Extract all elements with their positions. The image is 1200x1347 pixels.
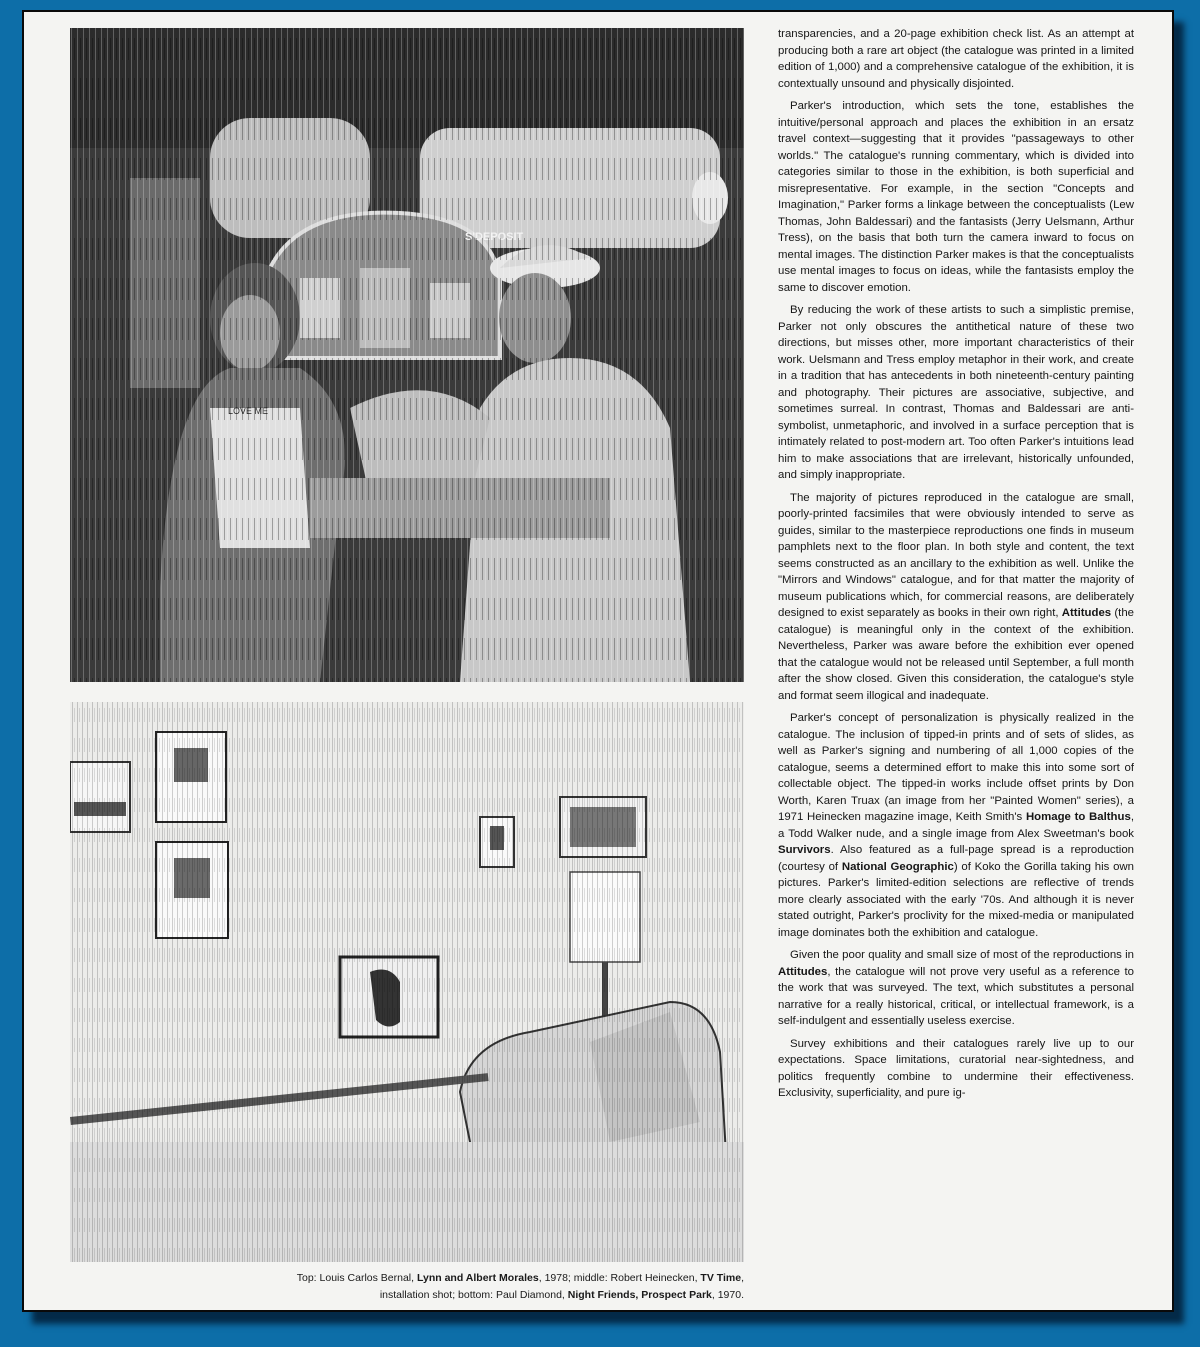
article-book-title: Attitudes (778, 965, 828, 978)
photo-top-illustration (70, 28, 744, 682)
article-paragraph: Parker's introduction, which sets the tone, establishes the intuitive/personal approach and places the exhibition in an ersatz travel context—suggesting that it provides "passageways to other worlds." The catalogue's running commentary, which is divided into categories similar to those in the exhibition, is both superficial and misrepresentative. For example, in the section "Concepts and Imagination," Parker forms a linkage between the conceptualists (Lew Thomas, John Baldessari) and the fantasists (Jerry Uelsmann, Arthur Tress), on the basis that both turn the camera inward to focus on mental images. The distinction Parker makes is that the conceptualists use mental images to focus on ideas, while the fantasists employ the same to discover emotion. (778, 100, 1134, 294)
article-paragraph: By reducing the work of these artists to such a simplistic premise, Parker not only obscures the antithetical nature of these two directions, but misses other, more important characteristics of their work. Uelsmann and Tress employ metaphor in their work, and create in a tradition that has antecedents in both nineteenth-century painting and photography. Their pictures are associative, subjective, and sometimes surreal. In contrast, Thomas and Baldessari are anti-symbolist, unmetaphoric, and involved in a surface perception that is intimately related to post-modern art. Too often Parker's intuitions lead him to make associations that are irrelevant, historically unfounded, and simply inappropriate. (778, 304, 1134, 481)
caption-text: installation shot; bottom: Paul Diamond, (379, 1289, 568, 1301)
caption-line-1 (64, 1270, 744, 1287)
article-text: The majority of pictures reproduced in the catalogue are small, poorly-printed facsimiles that were obviously intended to serve as guides, similar to the masterpiece reproductions one finds in museum pamphlets next to the floor plan. In both style and content, the text seems constructed as an ancillary to the exhibition as well. Unlike the "Mirrors and Windows" catalogue, and for that matter the majority of museum publications which, for commercial reasons, are deliberately designed to exist separately as books in their own right, (778, 491, 1134, 619)
article-paragraph: transparencies, and a 20-page exhibition check list. As an attempt at producing both a rare art object (the catalogue was printed in a limited edition of 1,000) and a comprehensive catalogue of the exhibition, it is contextually unsound and physically disjointed. (778, 28, 1134, 90)
page-scan (22, 10, 1174, 1312)
article-text: Given the poor quality and small size of most of the reproductions in (790, 949, 1134, 961)
article-paragraph (778, 947, 1134, 1030)
photo-lynn-and-albert-morales (70, 28, 744, 682)
caption-artwork-title: TV Time (700, 1272, 742, 1284)
article-book-title: Survivors (778, 844, 831, 856)
article-artwork-title: Homage to Balthus (1025, 811, 1131, 823)
article-text: . Also featured as a full-page spread is a reproduction (courtesy of (778, 844, 1134, 873)
caption-artwork-title: Night Friends, Prospect Park (567, 1289, 712, 1301)
article-paragraph: Survey exhibitions and their catalogues rarely live up to our expectations. Space limitations, curatorial near-sightedness, and politics frequently combine to undermine their effectiveness. Exclusivity, superficiality, and pure ig- (778, 1037, 1134, 1099)
article-text: Parker's concept of personalization is physically realized in the catalogue. The inclusion of tipped-in prints and of sets of slides, as well as Parker's signing and numbering of all 1,000 copies of the catalogue, seems a determined effort to make this into some sort of collectable object. The tipped-in works include offset prints by Don Worth, Karen Truax (an image from her "Painted Women" series), a 1971 Heinecken magazine image, Keith Smith's (778, 712, 1134, 823)
caption-text: , 1970. (711, 1289, 744, 1301)
caption-line-2 (64, 1287, 744, 1304)
article-book-title: Attitudes (1061, 607, 1112, 619)
article-text: ) of Koko the Gorilla taking his own pictures. Parker's limited-edition selections are reflective of trends more clearly associated with the early '70s. And although it is never stated outright, Parker's proclivity for the mixed-media or manipulated image dominates both the exhibition and catalogue. (778, 860, 1134, 939)
article-column (778, 26, 1134, 1306)
article-publication-title: National Geographic (841, 860, 954, 873)
photo-caption (64, 1270, 744, 1304)
caption-text: , (741, 1272, 744, 1284)
article-paragraph (778, 710, 1134, 941)
caption-text: Top: Louis Carlos Bernal, (296, 1272, 417, 1284)
article-text: , the catalogue will not prove very useful as a reference to the work that was surveyed. The text, which substitutes a personal narrative for a really historical, critical, or intellectual framework, is a self-indulgent and essentially useless exercise. (778, 965, 1134, 1027)
photo-bottom-illustration (70, 702, 744, 1262)
caption-artwork-title: Lynn and Albert Morales (416, 1272, 539, 1284)
photo-tv-time-installation (70, 702, 744, 1262)
article-text: (the catalogue) is meaningful only in the context of the exhibition. Nevertheless, Parker was aware before the exhibition ever opened that the catalogue would not be released until September, a full month after the show closed. Given this consideration, the catalogue's style and format seem illogical and inadequate. (778, 607, 1134, 702)
article-text: , a Todd Walker nude, and a single image from Alex Sweetman's book (778, 811, 1134, 840)
article-paragraph (778, 490, 1134, 705)
caption-text: , 1978; middle: Robert Heinecken, (538, 1272, 701, 1284)
